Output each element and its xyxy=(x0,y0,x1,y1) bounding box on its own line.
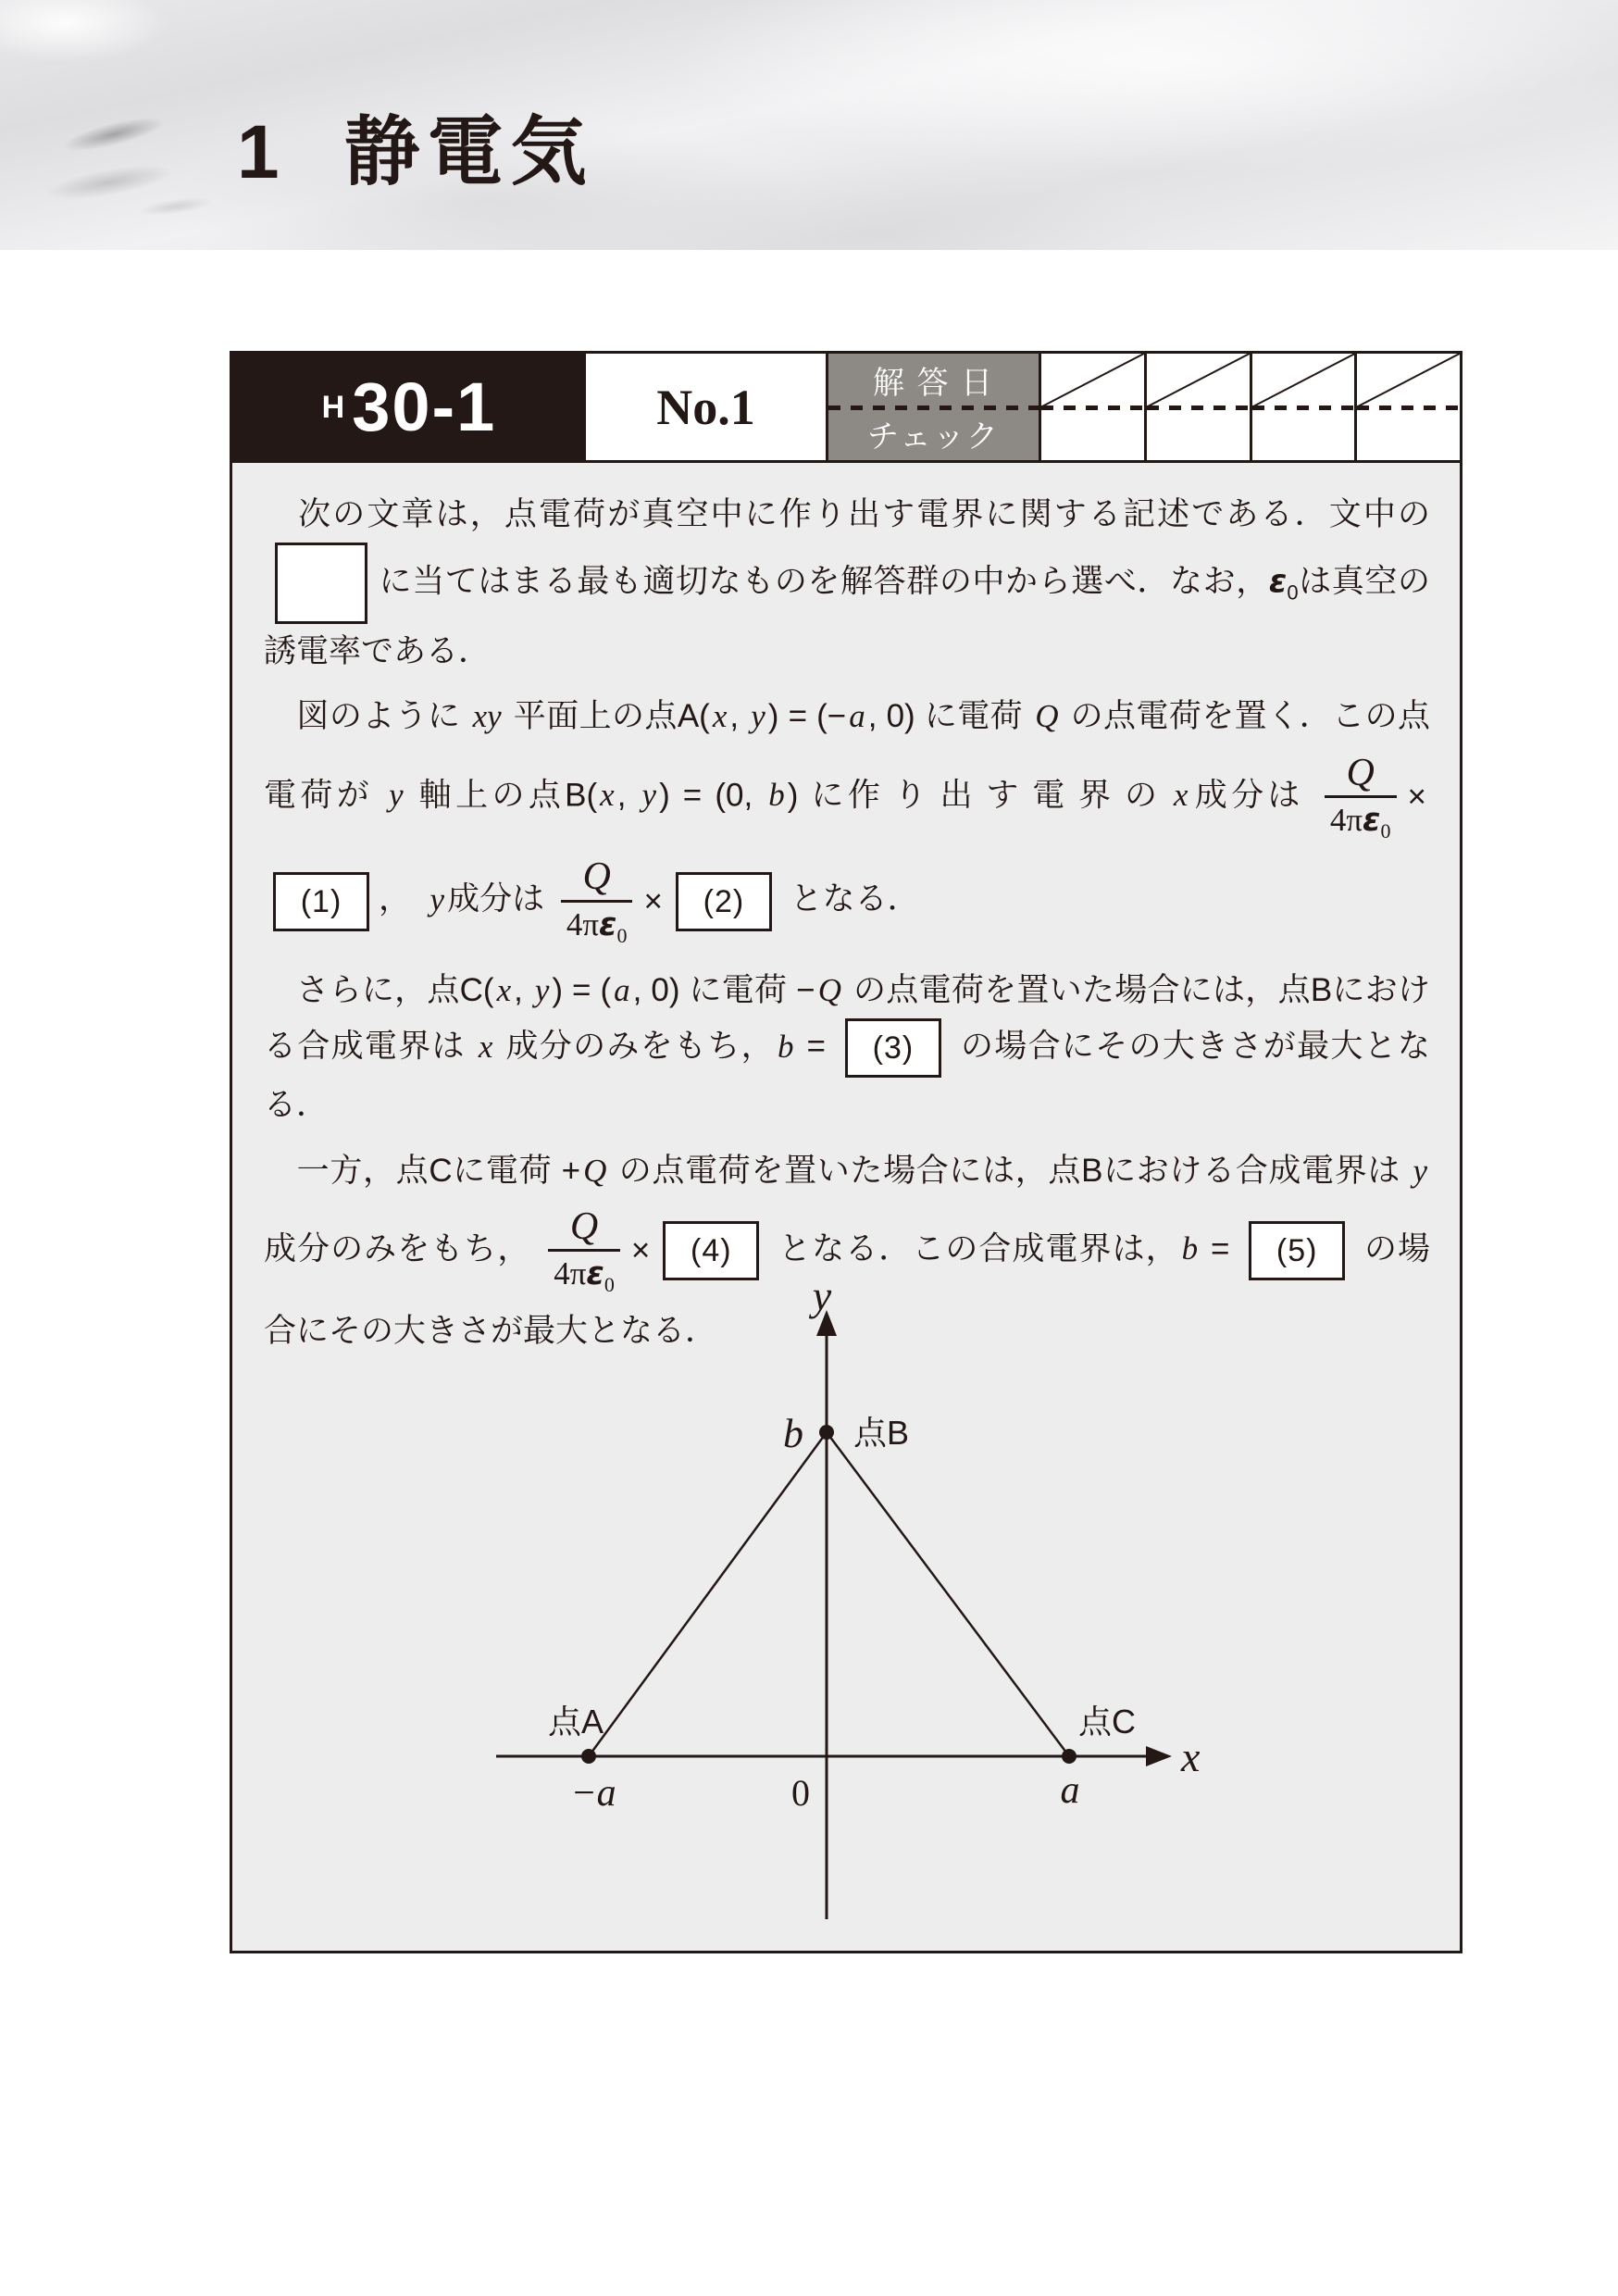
minus-a-tick-label: −a xyxy=(570,1772,616,1815)
exam-code-label: 30-1 xyxy=(352,368,497,445)
paragraph-3 xyxy=(264,963,1430,1133)
dashed-divider xyxy=(828,406,1039,410)
math-var: x xyxy=(1173,777,1189,814)
math-var: x xyxy=(496,972,512,1009)
math-var: y xyxy=(1413,1152,1427,1189)
text-run: の場合にその大きさが最大となる． xyxy=(264,1230,1430,1349)
answer-box-2: (2) xyxy=(676,872,772,931)
epsilon-symbol: ε xyxy=(1268,563,1288,601)
text-run: の場合にその大きさが最大となる． xyxy=(264,1028,1430,1124)
multiply-sign: × xyxy=(643,882,663,919)
y-axis-label: y xyxy=(812,1282,832,1319)
text-run: , 0) に電荷 xyxy=(867,698,1033,735)
text-run: ) = ( xyxy=(552,972,612,1009)
epsilon-symbol: ε xyxy=(1363,801,1381,839)
water-streak-decoration xyxy=(138,194,213,219)
point-b-dot xyxy=(819,1425,834,1440)
coulomb-fraction xyxy=(561,855,633,948)
text-run: ， xyxy=(379,881,428,917)
paragraph-2 xyxy=(264,689,1430,954)
point-a-label: 点A xyxy=(547,1703,604,1741)
diagonal-line xyxy=(1147,354,1250,407)
text-run: 成分のみをもち， xyxy=(264,1230,531,1267)
point-b-label: 点B xyxy=(853,1414,910,1452)
origin-label: 0 xyxy=(791,1772,810,1814)
dashed-divider xyxy=(1041,406,1144,410)
diagonal-line xyxy=(1357,354,1460,407)
text-run: , xyxy=(616,777,640,814)
text-run: = xyxy=(796,1028,836,1065)
text-run: さらに，点C( xyxy=(264,972,494,1009)
x-axis-arrowhead xyxy=(1146,1746,1172,1766)
point-a-dot xyxy=(581,1749,596,1764)
text-run: 一方，点Cに電荷 + xyxy=(264,1152,581,1189)
text-run: , 0) に電荷 − xyxy=(632,972,815,1009)
epsilon-subscript: 0 xyxy=(1287,580,1299,605)
math-var: b xyxy=(1181,1230,1199,1267)
answer-date-check-cell xyxy=(828,354,1039,460)
water-streak-decoration xyxy=(44,158,176,206)
check-label: チェック xyxy=(867,418,1000,455)
exam-id-cell xyxy=(232,354,586,460)
den-text: 4π xyxy=(566,905,599,942)
epsilon-subscript: 0 xyxy=(616,923,628,947)
answer-box-4: (4) xyxy=(663,1221,759,1280)
segment-a-to-b xyxy=(589,1432,827,1756)
text-run: = xyxy=(1201,1230,1240,1267)
text-run: 次の文章は，点電荷が真空中に作り出す電界に関する記述である．文中の xyxy=(264,496,1430,532)
text-run: の点電荷を置いた場合には，点Bにおける合成電界は xyxy=(609,1152,1411,1189)
x-axis-label: x xyxy=(1181,1733,1201,1780)
math-var: b xyxy=(777,1028,794,1065)
point-c-dot xyxy=(1062,1749,1077,1764)
text-run: 平面上の点A( xyxy=(504,698,710,735)
answer-box-5: (5) xyxy=(1249,1221,1345,1280)
answer-box-1: (1) xyxy=(273,872,369,931)
paragraph-1 xyxy=(264,487,1430,680)
text-run: 成分のみをもち， xyxy=(495,1028,775,1065)
text-run: , xyxy=(729,698,749,735)
fraction-denominator xyxy=(561,900,633,949)
chapter-header-band xyxy=(0,0,1618,250)
text-run: は真空の誘電率である． xyxy=(264,563,1430,670)
blank-answer-box xyxy=(275,543,367,624)
problem-box xyxy=(230,351,1462,1953)
coulomb-fraction xyxy=(1325,751,1397,844)
exam-era-label: H xyxy=(321,389,345,425)
dashed-divider xyxy=(1147,406,1250,410)
text-run: , xyxy=(514,972,532,1009)
text-run: 成分は xyxy=(1190,777,1304,814)
math-var: x xyxy=(712,698,728,735)
diagonal-line xyxy=(1041,354,1144,407)
math-var: y xyxy=(534,972,550,1009)
math-var: a xyxy=(849,698,865,735)
math-var: b xyxy=(768,777,785,814)
fraction-numerator: Q xyxy=(582,855,611,899)
epsilon-subscript: 0 xyxy=(604,1273,615,1297)
problem-number-cell: No.1 xyxy=(586,354,828,460)
answer-box-3: (3) xyxy=(845,1018,941,1078)
math-var: y xyxy=(429,881,445,917)
den-text: 4π xyxy=(1329,801,1363,838)
attempt-cell-1 xyxy=(1039,354,1144,460)
chapter-number: 1 xyxy=(237,110,280,194)
epsilon-symbol: ε xyxy=(586,1255,604,1293)
text-run: 図のように xyxy=(264,698,470,735)
fraction-numerator: Q xyxy=(1346,751,1375,794)
a-tick-label: a xyxy=(1060,1769,1080,1812)
chapter-title-text: 静電気 xyxy=(343,110,594,194)
segment-c-to-b xyxy=(827,1432,1069,1756)
math-var: x xyxy=(600,777,615,814)
xy-plane-figure xyxy=(389,1282,1222,1930)
text-run: ) = (0, xyxy=(659,777,766,814)
text-run: となる． xyxy=(780,881,920,917)
diagonal-line xyxy=(1252,354,1355,407)
math-var: y xyxy=(389,777,404,814)
dashed-divider xyxy=(1252,406,1355,410)
text-run: 作り出す電界の xyxy=(847,777,1171,814)
chapter-title xyxy=(237,110,594,194)
b-coordinate-label: b xyxy=(783,1411,803,1456)
math-var: a xyxy=(614,972,630,1009)
text-run: に当てはまる最も適切なものを解答群の中から選べ．なお， xyxy=(379,563,1269,600)
problem-header-row xyxy=(232,354,1460,463)
text-run: 成分は xyxy=(447,881,545,917)
multiply-sign: × xyxy=(1407,778,1426,815)
epsilon-subscript: 0 xyxy=(1380,818,1391,842)
attempt-cell-2 xyxy=(1144,354,1250,460)
math-var: Q xyxy=(1035,698,1059,735)
water-streak-decoration xyxy=(61,111,167,157)
math-var: Q xyxy=(817,972,842,1009)
multiply-sign: × xyxy=(630,1232,651,1269)
fraction-numerator: Q xyxy=(569,1204,599,1248)
epsilon-symbol: ε xyxy=(598,905,617,943)
attempt-cell-3 xyxy=(1250,354,1355,460)
fraction-denominator xyxy=(1325,795,1397,844)
attempt-cell-4 xyxy=(1354,354,1460,460)
point-c-label: 点C xyxy=(1078,1703,1136,1741)
math-var: x xyxy=(478,1028,493,1065)
math-var: Q xyxy=(583,1152,607,1189)
den-text: 4π xyxy=(554,1255,587,1292)
math-var: y xyxy=(641,777,657,814)
text-run: の点電荷を置く．この点電荷が xyxy=(264,698,1430,814)
math-var: xy xyxy=(472,698,502,735)
text-run: 軸上の点B( xyxy=(405,777,598,814)
text-run: の点電荷を置いた場合には，点Bにおける合成電界は xyxy=(264,972,1431,1065)
answer-date-label: 解 答 日 xyxy=(873,366,994,402)
math-var: y xyxy=(751,698,765,735)
dashed-divider xyxy=(1357,406,1460,410)
text-run: となる．この合成電界は， xyxy=(768,1230,1179,1267)
problem-text xyxy=(232,463,1460,1359)
text-run: ) に xyxy=(787,777,848,814)
text-run: ) = (− xyxy=(767,698,847,735)
